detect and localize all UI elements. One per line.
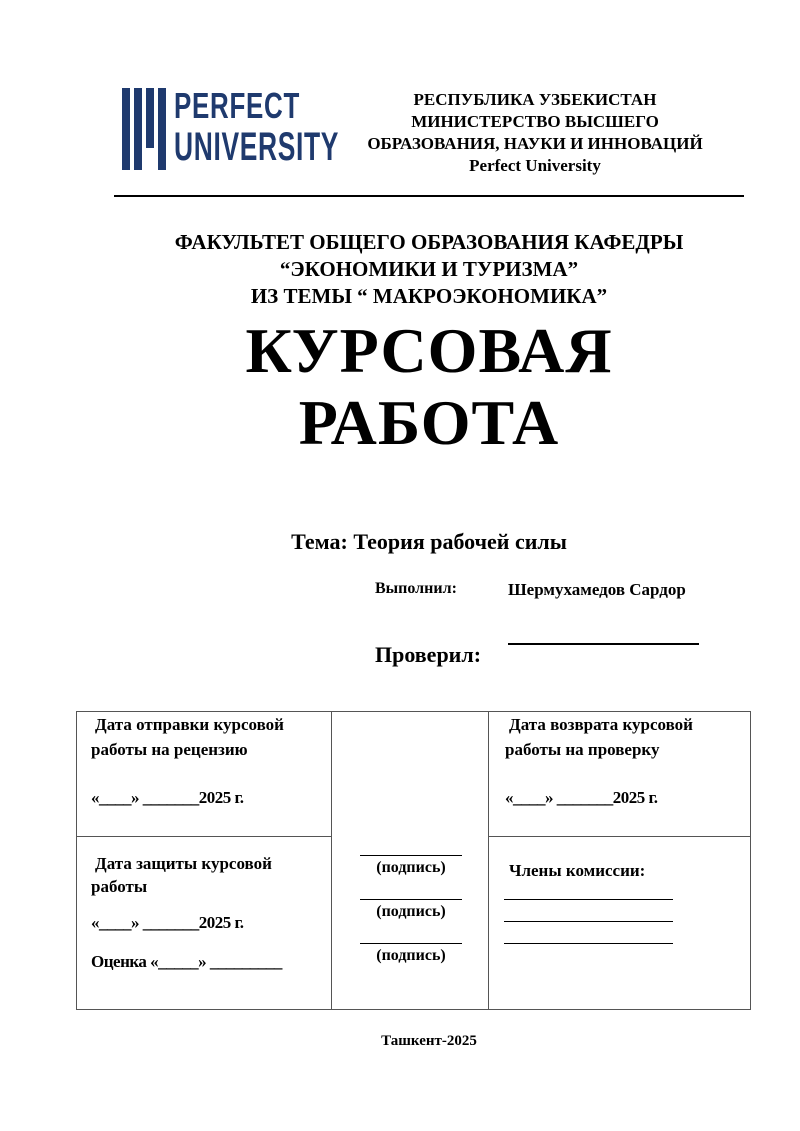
- footer-city-year: Ташкент-2025: [381, 1033, 477, 1049]
- faculty-line-3: ИЗ ТЕМЫ “ МАКРОЭКОНОМИКА”: [250, 284, 608, 308]
- signature-label-3: (подпись): [376, 947, 446, 964]
- table-col-divider-1: [331, 712, 332, 1009]
- signature-line-3: [360, 943, 462, 944]
- table-row-divider-left: [77, 836, 331, 837]
- title-line-2: РАБОТА: [298, 387, 560, 458]
- faculty-block: [80, 229, 778, 310]
- faculty-line-1: ФАКУЛЬТЕТ ОБЩЕГО ОБРАЗОВАНИЯ КАФЕДРЫ: [174, 230, 684, 254]
- faculty-line-2: “ЭКОНОМИКИ И ТУРИЗМА”: [279, 257, 579, 281]
- table-row-divider-right: [488, 836, 751, 837]
- returned-line2: работы на проверку: [505, 740, 660, 759]
- performed-by-name: Шермухамедов Сардор: [508, 580, 686, 599]
- header-line-university: Perfect University: [469, 156, 601, 175]
- checked-by-signature-line: [508, 643, 699, 645]
- defense-line1: Дата защиты курсовой: [95, 854, 272, 873]
- returned-line1: Дата возврата курсовой: [509, 715, 693, 734]
- returned-date: «____» _______2025 г.: [505, 788, 658, 807]
- commission-line-3: [504, 943, 673, 944]
- university-logo: [122, 85, 340, 171]
- logo-text-university: UNIVERSITY: [174, 125, 340, 169]
- commission-label: Члены комиссии:: [509, 861, 646, 880]
- topic: Тема: Теория рабочей силы: [291, 529, 567, 554]
- sent-review-date: «____» _______2025 г.: [91, 788, 244, 807]
- signature-line-2: [360, 899, 462, 900]
- logo-text-perfect: PERFECT: [174, 85, 301, 126]
- sent-review-line2: работы на рецензию: [91, 740, 248, 759]
- table-col-divider-2: [488, 712, 489, 1009]
- header-line-country: РЕСПУБЛИКА УЗБЕКИСТАН: [413, 90, 657, 109]
- logo-bars-icon: [122, 88, 166, 170]
- commission-line-1: [504, 899, 673, 900]
- organization-header: [335, 89, 735, 177]
- defense-date: «____» _______2025 г.: [91, 913, 244, 932]
- grade-field: Оценка «_____» _________: [91, 952, 282, 971]
- commission-line-2: [504, 921, 673, 922]
- review-table: [76, 711, 751, 1010]
- checked-by-label: Проверил:: [375, 642, 482, 667]
- header-line-ministry-2: ОБРАЗОВАНИЯ, НАУКИ И ИННОВАЦИЙ: [367, 134, 703, 153]
- document-title: [80, 315, 778, 459]
- title-line-1: КУРСОВАЯ: [245, 315, 613, 386]
- header-line-ministry: МИНИСТЕРСТВО ВЫСШЕГО: [411, 112, 659, 131]
- sent-review-line1: Дата отправки курсовой: [95, 715, 284, 734]
- signature-line-1: [360, 855, 462, 856]
- signature-label-2: (подпись): [376, 903, 446, 920]
- performed-by-label: Выполнил:: [375, 580, 457, 597]
- signature-label-1: (подпись): [376, 859, 446, 876]
- defense-line2: работы: [91, 877, 148, 896]
- header-divider: [114, 195, 744, 197]
